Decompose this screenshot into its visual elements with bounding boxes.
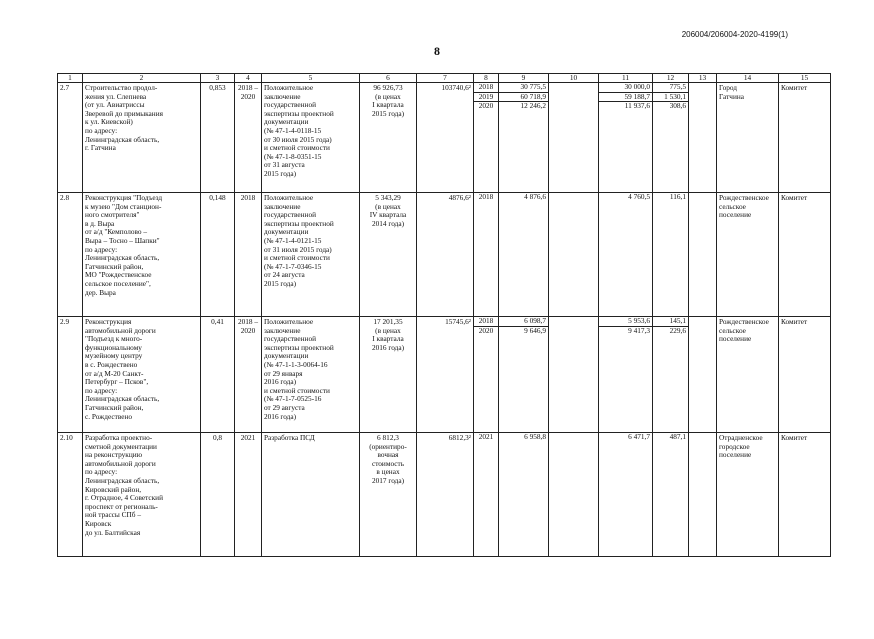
amount-regional-cell-value: 6 471,7 bbox=[628, 432, 650, 441]
year-cell-value: 2018 bbox=[478, 192, 494, 201]
empty-col-10 bbox=[549, 433, 599, 557]
length-km: 0,148 bbox=[201, 193, 235, 317]
row-number: 2.7 bbox=[58, 83, 83, 193]
amount-regional-cell bbox=[599, 433, 653, 557]
amount-local-cell-value: 1 530,1 bbox=[653, 93, 688, 103]
municipality: Рождественское сельское поселение bbox=[717, 317, 779, 433]
col-header: 11 bbox=[599, 74, 653, 83]
year-cell bbox=[474, 193, 499, 317]
amount-regional-cell-value: 9 417,3 bbox=[628, 325, 650, 335]
total-cost: 6812,3² bbox=[417, 433, 474, 557]
amount-total-cell-value: 60 718,9 bbox=[499, 93, 548, 103]
empty-col-10 bbox=[549, 83, 599, 193]
amount-total-cell bbox=[499, 193, 549, 317]
year-cell bbox=[474, 83, 499, 193]
responsible: Комитет bbox=[779, 83, 831, 193]
document-id: 206004/206004-2020-4199(1) bbox=[681, 30, 788, 39]
amount-regional-cell-value: 59 188,7 bbox=[599, 93, 652, 103]
object-name: Строительство продол- жения ул. Слепнева (от ул. Авиатриссы Зверевой до примыкания к ул. Киевской) по адресу: Ленинградская область, г. Гатчина bbox=[83, 83, 201, 193]
expertise-info: Разработка ПСД bbox=[262, 433, 360, 557]
col-header: 2 bbox=[83, 74, 201, 83]
col-header: 9 bbox=[499, 74, 549, 83]
row-number: 2.9 bbox=[58, 317, 83, 433]
year-cell bbox=[474, 317, 499, 433]
amount-local-cell-value: 487,1 bbox=[669, 432, 686, 441]
col-header: 5 bbox=[262, 74, 360, 83]
period-years: 2018 – 2020 bbox=[235, 317, 262, 433]
municipality: Отрадненское городское поселение bbox=[717, 433, 779, 557]
object-name: Реконструкция "Подъезд к музею "Дом станцион- ного смотрителя" в д. Выра от а/д "Кемполово – Выра – Тосно – Шапки" по адресу: Ленинградская область, Гатчинский район, МО "Рождественское сельское поселение", дер. Выра bbox=[83, 193, 201, 317]
row-number: 2.8 bbox=[58, 193, 83, 317]
period-years: 2018 bbox=[235, 193, 262, 317]
estimated-cost: 96 926,73 (в ценах I квартала 2015 года) bbox=[360, 83, 417, 193]
col-header: 10 bbox=[549, 74, 599, 83]
amount-total-cell-value: 30 775,5 bbox=[499, 83, 548, 93]
amount-total-cell-value: 4 876,6 bbox=[524, 192, 546, 201]
total-cost: 103740,6² bbox=[417, 83, 474, 193]
period-years: 2018 – 2020 bbox=[235, 83, 262, 193]
empty-col-10 bbox=[549, 193, 599, 317]
col-header: 12 bbox=[653, 74, 689, 83]
responsible: Комитет bbox=[779, 193, 831, 317]
municipality: Город Гатчина bbox=[717, 83, 779, 193]
year-cell-value: 2020 bbox=[478, 101, 494, 111]
col-header: 15 bbox=[779, 74, 831, 83]
total-cost: 4876,6² bbox=[417, 193, 474, 317]
empty-col-13 bbox=[689, 83, 717, 193]
empty-col-13 bbox=[689, 433, 717, 557]
amount-total-cell bbox=[499, 317, 549, 433]
table-row bbox=[58, 193, 831, 317]
col-header: 8 bbox=[474, 74, 499, 83]
responsible: Комитет bbox=[779, 433, 831, 557]
empty-col-13 bbox=[689, 193, 717, 317]
amount-total-cell bbox=[499, 83, 549, 193]
amount-local-cell-value: 308,6 bbox=[669, 101, 686, 111]
row-number: 2.10 bbox=[58, 433, 83, 557]
amount-regional-cell-value: 11 937,6 bbox=[624, 101, 650, 111]
amount-local-cell-value: 145,1 bbox=[653, 317, 688, 327]
amount-local-cell bbox=[653, 83, 689, 193]
amount-regional-cell-value: 4 760,5 bbox=[628, 192, 650, 201]
empty-col-13 bbox=[689, 317, 717, 433]
amount-total-cell-value: 9 646,9 bbox=[524, 325, 546, 335]
amount-total-cell bbox=[499, 433, 549, 557]
length-km: 0,853 bbox=[201, 83, 235, 193]
col-header: 6 bbox=[360, 74, 417, 83]
col-header: 13 bbox=[689, 74, 717, 83]
amount-total-cell-value: 6 098,7 bbox=[499, 317, 548, 327]
amount-regional-cell bbox=[599, 193, 653, 317]
amount-regional-cell-value: 5 953,6 bbox=[599, 317, 652, 327]
amount-local-cell bbox=[653, 317, 689, 433]
amount-local-cell bbox=[653, 193, 689, 317]
amount-regional-cell bbox=[599, 317, 653, 433]
amount-regional-cell bbox=[599, 83, 653, 193]
col-header: 7 bbox=[417, 74, 474, 83]
year-cell-value: 2021 bbox=[478, 432, 494, 441]
estimated-cost: 5 343,29 (в ценах IV квартала 2014 года) bbox=[360, 193, 417, 317]
amount-total-cell-value: 12 246,2 bbox=[520, 101, 546, 111]
expertise-info: Положительное заключение государственной экспертизы проектной документации (№ 47-1-1-3-0064-16 от 29 января 2016 года) и сметной стоимости (№ 47-1-7-0525-16 от 29 августа 2016 года) bbox=[262, 317, 360, 433]
amount-local-cell-value: 116,1 bbox=[669, 192, 686, 201]
header-row bbox=[58, 74, 831, 83]
object-name: Разработка проектно- сметной документации на реконструкцию автомобильной дороги по адресу: Ленинградская область, Кировский район, г. Отрадное, 4 Советский проспект от региональ- ной трассы СПб – Кировск до ул. Балтийская bbox=[83, 433, 201, 557]
expertise-info: Положительное заключение государственной экспертизы проектной документации (№ 47-1-4-0118-15 от 30 июля 2015 года) и сметной стоимости (№ 47-1-8-0351-15 от 31 августа 2015 года) bbox=[262, 83, 360, 193]
year-cell-value: 2018 bbox=[474, 317, 498, 327]
col-header: 4 bbox=[235, 74, 262, 83]
municipality: Рождественское сельское поселение bbox=[717, 193, 779, 317]
table-row bbox=[58, 83, 831, 193]
estimated-cost: 17 201,35 (в ценах I квартала 2016 года) bbox=[360, 317, 417, 433]
year-cell-value: 2019 bbox=[474, 93, 498, 103]
amount-total-cell-value: 6 958,8 bbox=[524, 432, 546, 441]
responsible: Комитет bbox=[779, 317, 831, 433]
total-cost: 15745,6² bbox=[417, 317, 474, 433]
col-header: 14 bbox=[717, 74, 779, 83]
amount-regional-cell-value: 30 000,0 bbox=[599, 83, 652, 93]
table-row bbox=[58, 317, 831, 433]
col-header: 1 bbox=[58, 74, 83, 83]
amount-local-cell bbox=[653, 433, 689, 557]
estimated-cost: 6 812,3 (ориентиро- вочная стоимость в ценах 2017 года) bbox=[360, 433, 417, 557]
page-number: 8 bbox=[434, 44, 440, 58]
length-km: 0,8 bbox=[201, 433, 235, 557]
col-header: 3 bbox=[201, 74, 235, 83]
program-table bbox=[57, 73, 831, 557]
period-years: 2021 bbox=[235, 433, 262, 557]
year-cell-value: 2020 bbox=[478, 325, 494, 335]
amount-local-cell-value: 775,5 bbox=[653, 83, 688, 93]
year-cell bbox=[474, 433, 499, 557]
table-row bbox=[58, 433, 831, 557]
amount-local-cell-value: 229,6 bbox=[669, 325, 686, 335]
length-km: 0,41 bbox=[201, 317, 235, 433]
object-name: Реконструкция автомобильной дороги "Подъезд к много- функциональному музейному центру в с. Рождествено от а/д М-20 Санкт- Петербург – Псков", по адресу: Ленинградская область, Гатчинский район, с. Рождествено bbox=[83, 317, 201, 433]
expertise-info: Положительное заключение государственной экспертизы проектной документации (№ 47-1-4-0121-15 от 31 июля 2015 года) и сметной стоимости (№ 47-1-7-0346-15 от 24 августа 2015 года) bbox=[262, 193, 360, 317]
year-cell-value: 2018 bbox=[474, 83, 498, 93]
empty-col-10 bbox=[549, 317, 599, 433]
